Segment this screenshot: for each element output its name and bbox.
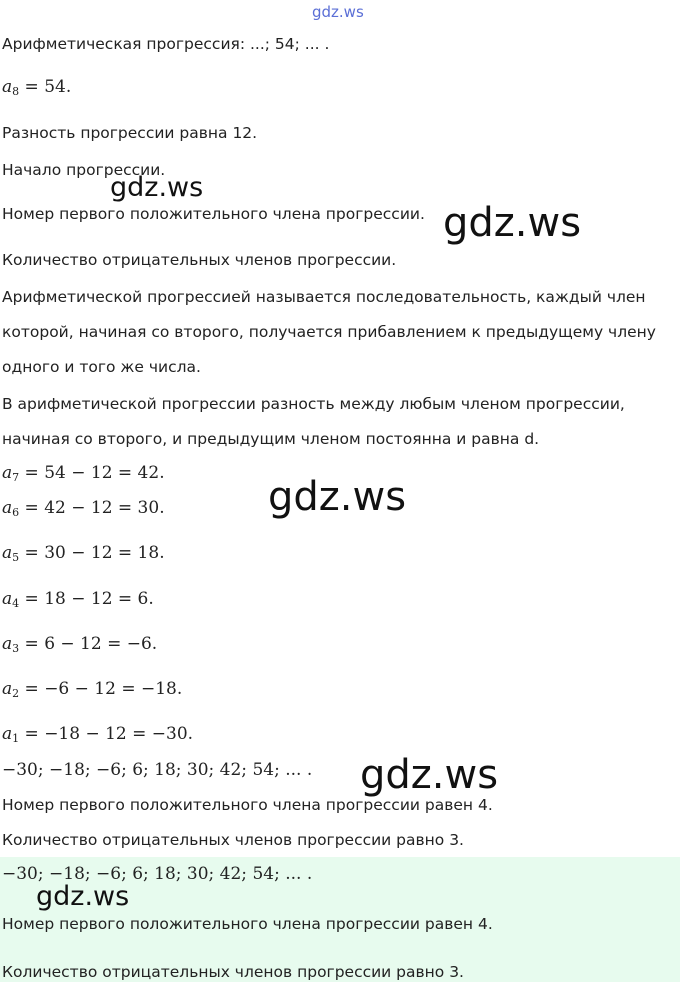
task-negative-count-text: Количество отрицательных членов прогрессии. [2, 251, 397, 269]
task-first-positive-text: Номер первого положительного члена прогрессии. [2, 205, 425, 223]
watermark-1: gdz.ws [110, 172, 204, 203]
property-line-1: В арифметической прогрессии разность между любым членом прогрессии, [2, 395, 625, 413]
definition-line-3: одного и того же числа. [2, 358, 201, 376]
condition-text: Арифметическая прогрессия: ...; 54; ... . [2, 35, 330, 53]
watermark-3: gdz.ws [268, 474, 407, 520]
calc-a7: $a_7 = 54 - 12 = 42$. [2, 463, 165, 484]
sequence-result: −30; −18; −6; 6; 18; 30; 42; 54; ... . [2, 760, 313, 780]
answer-first-positive: Номер первого положительного члена прогрессии равен 4. [2, 915, 493, 933]
calc-a4: $a_4 = 18 - 12 = 6$. [2, 589, 154, 610]
answer-negative-count: Количество отрицательных членов прогрессии равно 3. [2, 963, 464, 981]
watermark-2: gdz.ws [443, 200, 582, 246]
calc-a2: $a_2 = -6 - 12 = -18$. [2, 679, 183, 700]
property-line-2: начиная со второго, и предыдущим членом постоянна и равна d. [2, 430, 540, 448]
task-start-text: Начало прогрессии. [2, 161, 166, 179]
watermark-4: gdz.ws [360, 752, 499, 798]
difference-text: Разность прогрессии равна 12. [2, 124, 258, 142]
result-negative-count: Количество отрицательных членов прогрессии равно 3. [2, 831, 464, 849]
result-first-positive: Номер первого положительного члена прогрессии равен 4. [2, 796, 493, 814]
watermark-5: gdz.ws [36, 881, 130, 912]
calc-a5: $a_5 = 30 - 12 = 18$. [2, 543, 165, 564]
answer-block [0, 857, 680, 982]
definition-line-1: Арифметической прогрессией называется последовательность, каждый член [2, 288, 646, 306]
calc-a3: $a_3 = 6 - 12 = -6$. [2, 634, 158, 655]
definition-line-2: которой, начиная со второго, получается прибавлением к предыдущему члену [2, 323, 656, 341]
answer-sequence: −30; −18; −6; 6; 18; 30; 42; 54; ... . [2, 864, 313, 884]
given-a8: $a_8 = 54$. [2, 77, 72, 98]
watermark-top: gdz.ws [312, 3, 364, 21]
calc-a6: $a_6 = 42 - 12 = 30$. [2, 498, 165, 519]
calc-a1: $a_1 = -18 - 12 = -30$. [2, 724, 194, 745]
